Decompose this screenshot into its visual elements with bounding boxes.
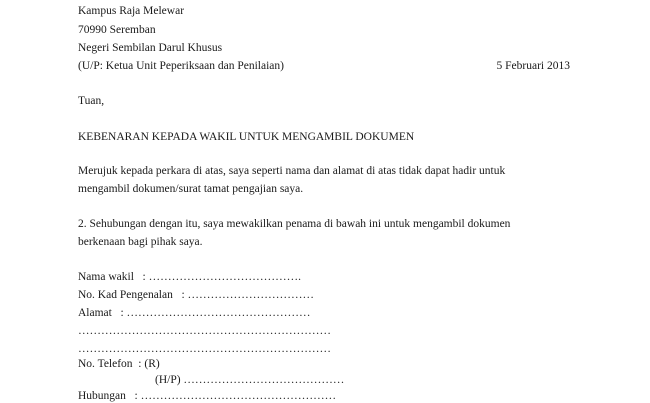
paragraph-2-line-2: berkenaan bagi pihak saya. (78, 236, 203, 248)
letter-subject: KEBENARAN KEPADA WAKIL UNTUK MENGAMBIL DOKUMEN (78, 131, 415, 143)
form-telefon-bimbit: (H/P) …………………………………… (155, 374, 345, 386)
form-alamat: Alamat : ………………………………………… (78, 307, 311, 319)
form-telefon-rumah: No. Telefon : (R) (78, 358, 160, 370)
salutation: Tuan, (78, 95, 105, 107)
address-line-3: Negeri Sembilan Darul Khusus (78, 42, 223, 54)
form-kad-pengenalan: No. Kad Pengenalan : …………………………… (78, 289, 315, 301)
form-hubungan: Hubungan : …………………………………………… (78, 390, 337, 402)
form-nama-wakil: Nama wakil : …………………………………. (78, 271, 301, 283)
paragraph-1-line-2: mengambil dokumen/surat tamat pengajian saya. (78, 183, 304, 195)
address-line-1: Kampus Raja Melewar (78, 5, 185, 17)
form-alamat-line-2: ………………………………………………………… (78, 325, 331, 337)
letter-date: 5 Februari 2013 (496, 60, 570, 72)
address-attention-line: (U/P: Ketua Unit Peperiksaan dan Penilaian) (78, 60, 284, 72)
form-alamat-line-3: ………………………………………………………… (78, 343, 331, 355)
address-line-2: 70990 Seremban (78, 24, 156, 36)
paragraph-2-line-1: 2. Sehubungan dengan itu, saya mewakilkan penama di bawah ini untuk mengambil dokumen (78, 218, 511, 230)
paragraph-1-line-1: Merujuk kepada perkara di atas, saya seperti nama dan alamat di atas tidak dapat hadir untuk (78, 165, 506, 177)
